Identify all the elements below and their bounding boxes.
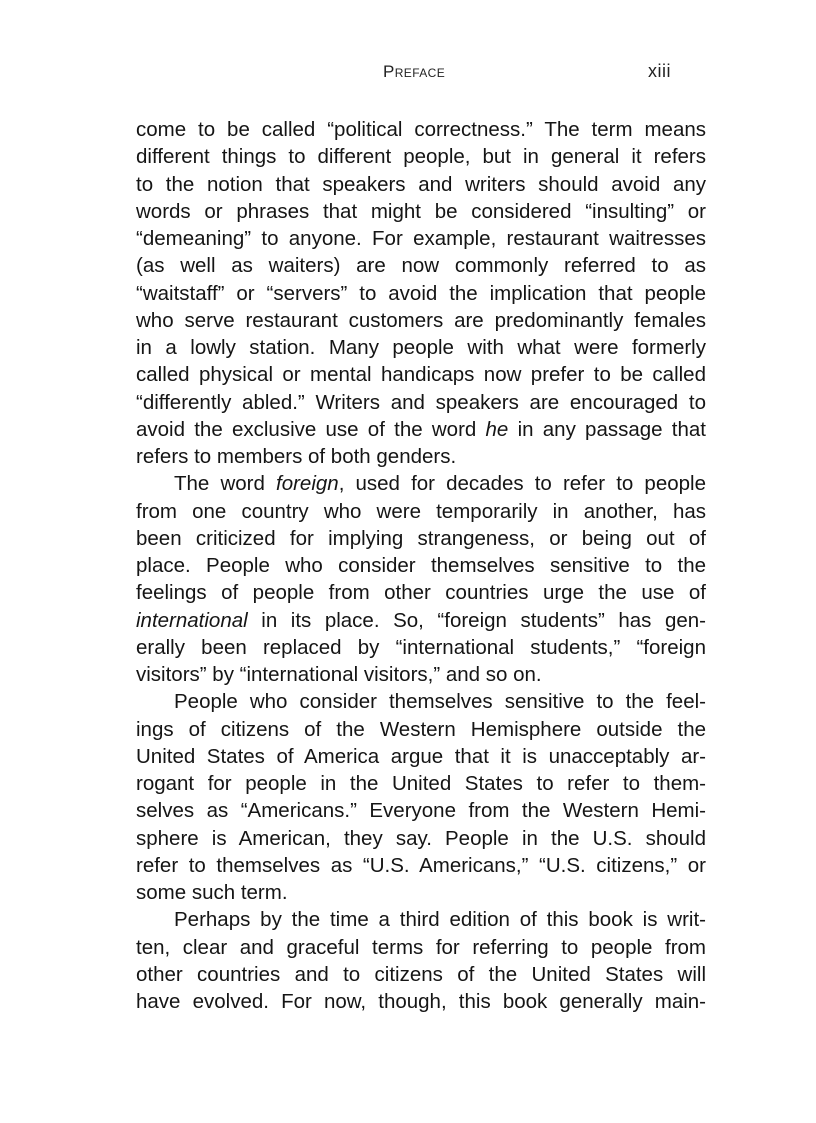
text-line: refers to members of both genders.: [136, 445, 457, 468]
text-line: some such term.: [136, 881, 288, 904]
text-line: “differently abled.” Writers and speakers are encouraged to: [136, 390, 706, 414]
text-line: feelings of people from other countries urge the use of: [136, 581, 706, 605]
text-line: from one country who were temporarily in another, has: [136, 499, 706, 523]
section-title: Preface: [383, 62, 446, 81]
text-line: selves as “Americans.” Everyone from the Western Hemi-: [136, 799, 706, 823]
text-line: ten, clear and graceful terms for referring to people from: [136, 935, 706, 959]
paragraph-first-line: The word foreign, used for decades to refer to people: [174, 472, 706, 496]
text-line: “waitstaff” or “servers” to avoid the implication that people: [136, 281, 706, 305]
text-line: been criticized for implying strangeness, or being out of: [136, 526, 706, 550]
text-line: have evolved. For now, though, this book generally main-: [136, 990, 706, 1013]
paragraph-first-line: Perhaps by the time a third edition of this book is writ-: [174, 908, 706, 932]
text-line: place. People who consider themselves sensitive to the: [136, 554, 706, 577]
text-line: rogant for people in the United States to refer to them-: [136, 772, 706, 795]
text-line: avoid the exclusive use of the word he in any passage that: [136, 417, 706, 441]
text-line: ings of citizens of the Western Hemisphere outside the: [136, 717, 706, 741]
body-text: [136, 116, 706, 1015]
text-line: come to be called “political correctness.” The term means: [136, 118, 706, 141]
text-line: “demeaning” to anyone. For example, restaurant waitresses: [136, 227, 706, 250]
text-line: other countries and to citizens of the United States will: [136, 962, 706, 986]
text-line: in a lowly station. Many people with what were formerly: [136, 336, 706, 359]
text-line: sphere is American, they say. People in the U.S. should: [136, 826, 706, 850]
text-line: erally been replaced by “international students,” “foreign: [136, 635, 706, 659]
text-line: to the notion that speakers and writers should avoid any: [136, 172, 706, 196]
text-line: who serve restaurant customers are predominantly females: [136, 308, 706, 332]
text-line: (as well as waiters) are now commonly referred to as: [136, 254, 706, 278]
paragraph-first-line: People who consider themselves sensitive to the feel-: [174, 690, 706, 714]
text-line: called physical or mental handicaps now prefer to be called: [136, 363, 706, 387]
running-head: [0, 60, 816, 84]
text-line: refer to themselves as “U.S. Americans,” “U.S. citizens,” or: [136, 853, 706, 877]
text-line: United States of America argue that it is unacceptably ar-: [136, 744, 706, 768]
page-number: xiii: [648, 61, 671, 81]
text-line: visitors” by “international visitors,” and so on.: [136, 663, 542, 686]
text-line: words or phrases that might be considered “insulting” or: [136, 199, 706, 223]
text-line: international in its place. So, “foreign students” has gen-: [136, 608, 706, 632]
text-line: different things to different people, but in general it refers: [136, 145, 706, 169]
